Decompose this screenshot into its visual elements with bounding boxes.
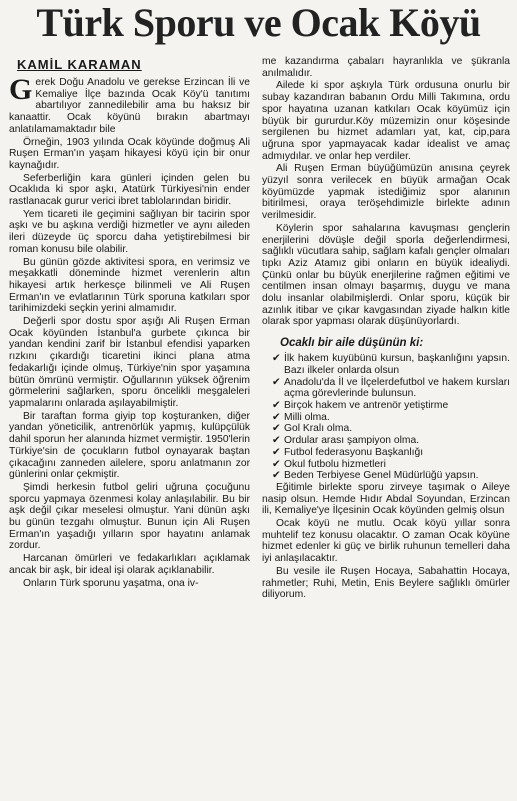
check-icon: ✔ bbox=[272, 446, 281, 458]
drop-cap: G bbox=[9, 73, 33, 106]
paragraph: Bir taraftan forma giyip top koşturanken, diğer yandan yöneticilik, antrenörlük yapmış, kulüpçülük dahil sporun her alanında hizmet vermiştir. 1950'lerin Türkiye'sin de çocukların futbol oynayarak baştan çıkacağını zanneden ailelere, sporu anlatmanın zor günlerini onlar çekmiştir. bbox=[9, 410, 250, 481]
checklist-item bbox=[272, 447, 510, 459]
checklist-item bbox=[272, 459, 510, 471]
left-column bbox=[9, 55, 250, 795]
paragraph: Köylerin spor sahalarına kavuşması gençlerin enerjilerini dövüşle değil sporla değerlendirmesi, sağlıklı vücutlara sahip, sağlam kafalı gençler olmaları tıpkı Aziz Atamız gibi onların en büyük idealiydi. Çünkü onlar bu büyük enerjilerine rağmen eğitimi ve centilmen insan olmayı başarmış, duygu ve mana dolu insanlar olabilmişlerdi. Onlar sporu, küçük bir azınlık itibar ve çıkar kavgasından ziyade halkın kitle olarak spor yapması olarak düşünüyorlardı. bbox=[262, 222, 510, 328]
paragraph: Ailede ki spor aşkıyla Türk ordusuna onurlu bir subay kazandıran babanın Ordu Milli Takımına, ordu spor hayatına uzanan katkıları Ocak köyümüz için büyük bir gururdur.Köy müzemizin onur köşesinde sergilenen bu hizmet adamları yat, kat, cip,para uğruna spor yapmayacak kadar idealist ve amaç admıydılar. ve onlar hep verdiler. bbox=[262, 80, 510, 162]
checklist-item-text: Gol Kralı olma. bbox=[284, 423, 353, 435]
author-byline: KAMİL KARAMAN bbox=[17, 57, 142, 72]
checklist-item bbox=[272, 470, 510, 482]
article-title: Türk Sporu ve Ocak Köyü bbox=[36, 0, 481, 45]
achievement-checklist bbox=[262, 353, 510, 482]
section-subheading: Ocaklı bir aile düşünün ki: bbox=[280, 337, 424, 350]
checklist-item-text: Futbol federasyonu Başkanlığı bbox=[284, 446, 424, 458]
check-icon: ✔ bbox=[272, 353, 281, 365]
paragraph: Bu vesile ile Ruşen Hocaya, Sabahattin Hocaya, rahmetler; Ruhi, Metin, Enis Beylere sağlıklı ömürler diliyorum. bbox=[262, 565, 510, 601]
checklist-item bbox=[272, 435, 510, 447]
check-icon: ✔ bbox=[272, 411, 281, 423]
paragraph: Onların Türk sporunu yaşatma, ona iv- bbox=[23, 577, 199, 589]
checklist-item bbox=[272, 412, 510, 424]
check-icon: ✔ bbox=[272, 423, 281, 435]
right-column bbox=[262, 56, 510, 801]
checklist-item bbox=[272, 400, 510, 412]
checklist-item-text: İlk hakem kuyübünü kursun, başkanlığını yapsın. Bazı ilkeler onlarda olsun bbox=[284, 353, 510, 376]
paragraph: Harcanan ömürleri ve fedakarlıkları açıklamak ancak bir aşk, bir ideal işi olarak açıklanabilir. bbox=[9, 553, 250, 576]
continued-paragraph: me kazandırma çabaları hayranlıkla ve şükranla anılmalıdır. bbox=[262, 56, 510, 79]
check-icon: ✔ bbox=[272, 435, 281, 447]
checklist-item-text: Milli olma. bbox=[284, 411, 330, 423]
checklist-item-text: Birçok hakem ve antrenör yetiştirme bbox=[284, 399, 449, 411]
paragraph: Yem ticareti ile geçimini sağlıyan bir tacirin spor aşkı ve bu aşkına verdiği hizmetler ve aynı aileden ileri düzeyde üç sporcu daha yetiştirebilmesi bir roman konusu bile olabilir. bbox=[9, 208, 250, 255]
checklist-item-text: Ordular arası şampiyon olma. bbox=[284, 435, 420, 447]
paragraph: Bu günün gözde aktivitesi spora, en verimsiz ve meşakkatli döneminde hizmet verenlerin altın hikayesi artık herkesçe bilinmeli ve Ali Ruşen Erman'ın ve evlatlarının Türk sporuna katkıları spor tarihimizdeki seçkin yerini almamıdır. bbox=[9, 256, 250, 315]
check-icon: ✔ bbox=[272, 376, 281, 388]
paragraph: Örneğin, 1903 yılında Ocak köyünde doğmuş Ali Ruşen Erman'ın yaşam hikayesi köyü için bir onur kaynağıdır. bbox=[9, 136, 250, 171]
lead-paragraph bbox=[9, 73, 250, 136]
paragraph: Eğitimle birlekte sporu zirveye taşımak o Aileye nasip olsun. Hemde Hıdır Abdal Soyundan, Erzincan ili, Kemaliye'ye İlçesinin Ocak köyünden gelmiş olsun bbox=[262, 481, 510, 517]
checklist-item bbox=[272, 353, 510, 376]
checklist-item bbox=[272, 377, 510, 400]
paragraph: Şimdi herkesin futbol geliri uğruna çocuğunu sporcu yapmaya özenmesi kolay anlaşılabilir. Bu bir aşk değil çıkar meselesi olmuştur. Yani dünün aşkı bu günün tezgahı olmuştur. Bunun için Ali Ruşen Erman'ın yaşadığı yılların spor hayatını anlamak zordur. bbox=[9, 481, 250, 552]
check-icon: ✔ bbox=[272, 399, 281, 411]
checklist-item-text: Okul futbolu hizmetleri bbox=[284, 458, 386, 470]
lead-paragraph-text: erek Doğu Anadolu ve gerekse Erzincan İli ve Kemaliye İlçe bazında Ocak Köy'ü tanıtımı abartılıyor zannedilebilir ama bu haksız bir kanaattir. Ocak köyünü bırakın abartmayı anlatılamamaktadır bile bbox=[9, 77, 250, 135]
paragraph: Değerli spor dostu spor aşığı Ali Ruşen Erman Ocak köyünden İstanbul'a gurbete çıkınca bir yandan kendini zarif bir İstanbul efendisi yaparken rızkını çıkardığı ticaretini ikinci plana atma fedakarlığı içinde olmuş, Türkiye'nin spor yaşamına bütün ömrünü vermiştir. Oğullarının yüksek öğrenim görmelerini sağlarken, sporu öncelikli meşgaleleri yapmalarını onlarada aşılayabilmiştir. bbox=[9, 316, 250, 409]
checklist-item-text: Beden Terbiyese Genel Müdürlüğü yapsın. bbox=[284, 470, 479, 482]
paragraph: Ocak köyü ne mutlu. Ocak köyü yıllar sonra muhtelif tez konusu olacaktır. O zaman Ocak köyüne hizmet edenler ki güç ve birlik ruhunun temelleri daha iyi anlaşılacaktır. bbox=[262, 518, 510, 565]
check-icon: ✔ bbox=[272, 458, 281, 470]
paragraph: Ali Ruşen Erman büyüğümüzün anısına çeyrek yüzyıl sonra verilecek en büyük armağan Ocak köyümüzde yapmak istediğimiz spor alanının bitirilmesi, oraya teröşehdimizle birlekte adının verilmesidir. bbox=[262, 163, 510, 222]
paragraph: Seferberliğin kara günleri içinden gelen bu Ocaklıda ki spor aşkı, Atatürk Türkiyesi'nin ender rastlanacak gurur verici ibret tablolarından biridir. bbox=[9, 172, 250, 208]
check-icon: ✔ bbox=[272, 470, 281, 482]
checklist-item bbox=[272, 423, 510, 435]
checklist-item-text: Anadolu'da İl ve İlçelerdefutbol ve hakem kursları açma görevlerinde bulunsun. bbox=[284, 376, 510, 400]
